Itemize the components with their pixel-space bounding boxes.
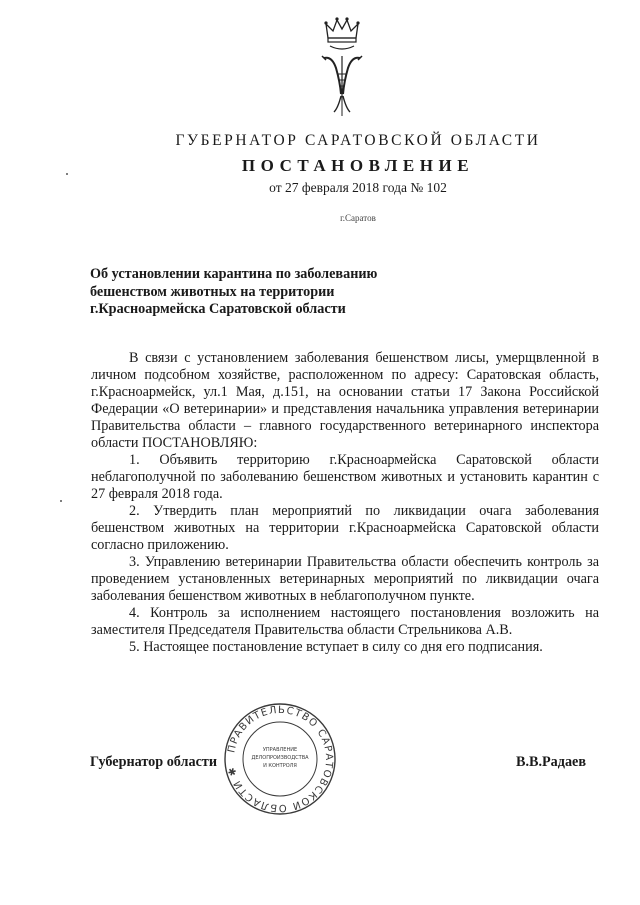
document-type: ПОСТАНОВЛЕНИЕ (241, 156, 475, 175)
clause-paragraph: 5. Настоящее постановление вступает в силу со дня его подписания. (129, 639, 543, 655)
issuer-title: ГУБЕРНАТОР САРАТОВСКОЙ ОБЛАСТИ (175, 132, 541, 149)
official-stamp-icon (222, 701, 338, 817)
clause-paragraph: 4. Контроль за исполнением настоящего постановления возложить на заместителя Председателя Правительства области Стрельникова А.В. (91, 605, 599, 638)
svg-text:И КОНТРОЛЯ: И КОНТРОЛЯ (263, 763, 297, 769)
signatory-name: В.В.Радаев (516, 754, 587, 770)
svg-text:ПРАВИТЕЛЬСТВО САРАТОВСКОЙ ОБЛА: ПРАВИТЕЛЬСТВО САРАТОВСКОЙ ОБЛАСТИ ✱ (226, 704, 335, 814)
signatory-position: Губернатор области (90, 754, 218, 770)
subject-line: Об установлении карантина по заболеванию (90, 266, 378, 282)
clause-paragraph: 3. Управлению ветеринарии Правительства области обеспечить контроль за проведением установленных ветеринарных мероприятий по ликвидации очага заболевания бешенством животных в неблагополучном пункте. (91, 554, 599, 604)
clause-paragraph: 2. Утвердить план мероприятий по ликвидации очага заболевания бешенством животных на территории г.Красноармейска Саратовской области согласно приложению. (91, 503, 599, 553)
scan-speck (60, 500, 62, 502)
coat-of-arms-icon (318, 16, 366, 122)
subject-line: г.Красноармейска Саратовской области (90, 301, 346, 317)
scan-speck (66, 173, 68, 175)
clause-paragraph: 1. Объявить территорию г.Красноармейска Саратовской области неблагополучной по заболеванию бешенством животных и установить карантин с 27 февраля 2018 года. (91, 452, 599, 502)
date-number: от 27 февраля 2018 года № 102 (269, 180, 447, 195)
svg-text:УПРАВЛЕНИЕ: УПРАВЛЕНИЕ (262, 747, 298, 753)
svg-text:ДЕЛОПРОИЗВОДСТВА: ДЕЛОПРОИЗВОДСТВА (251, 755, 309, 761)
preamble-paragraph: В связи с установлением заболевания бешенством лисы, умерщвленной в личном подсобном хозяйстве, расположенном по адресу: Саратовская область, г.Красноармейск, ул.1 Мая, д.151, на основании статьи 17 Закона Российской Федерации «О ветеринарии» и представления начальника управления ветеринарии Правительства области – главного государственного ветеринарного инспектора области ПОСТАНОВЛЯЮ: (91, 350, 599, 451)
subject-line: бешенством животных на территории (90, 283, 335, 300)
document-body (91, 350, 599, 656)
document-subject (90, 266, 377, 319)
city-label: г.Саратов (340, 213, 376, 223)
